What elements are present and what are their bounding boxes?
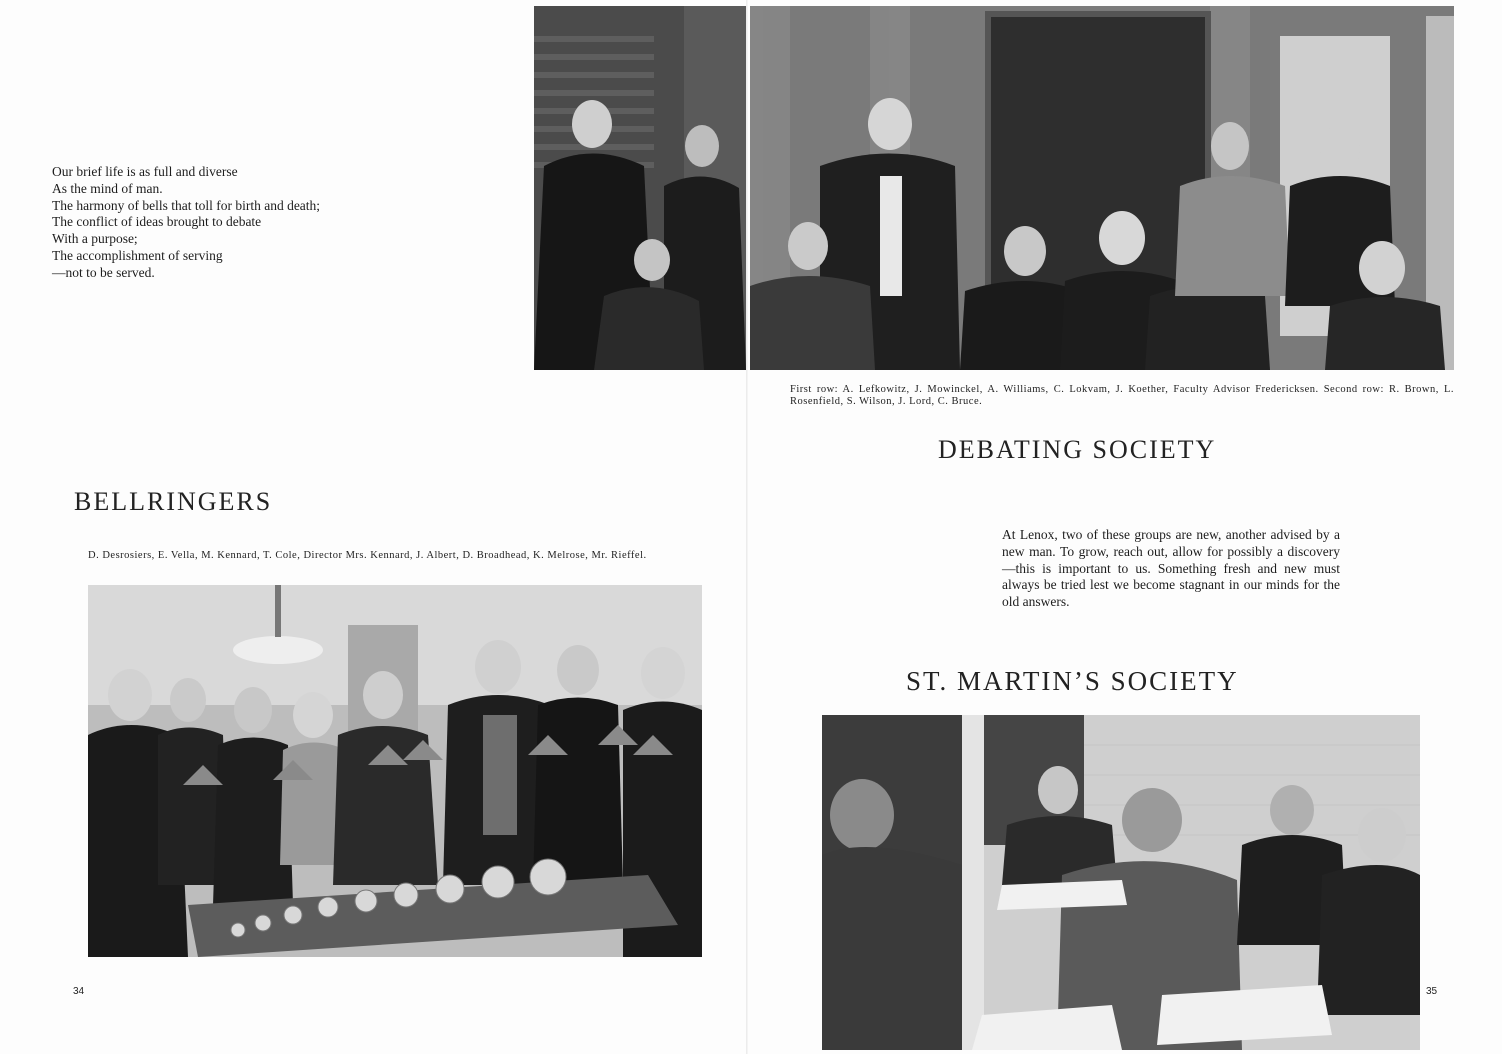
debating-title: DEBATING SOCIETY [938, 435, 1217, 464]
st-martins-photo [822, 715, 1420, 1050]
debating-photo-left-half [534, 6, 746, 370]
bellringers-photo [88, 585, 702, 957]
page-number-left: 34 [73, 986, 85, 997]
st-martins-title: ST. MARTIN’S SOCIETY [906, 666, 1239, 696]
poem [52, 164, 472, 282]
page-number-right: 35 [1426, 986, 1438, 997]
debating-photo-right-half [750, 6, 1454, 370]
poem-line: The harmony of bells that toll for birth and death; [52, 197, 321, 213]
poem-line: The accomplishment of serving [52, 247, 223, 263]
bellringers-title: BELLRINGERS [74, 487, 273, 516]
poem-line: Our brief life is as full and diverse [52, 164, 238, 179]
left-page [0, 0, 748, 1054]
debating-caption: First row: A. Lefkowitz, J. Mowinckel, A. Williams, C. Lokvam, J. Koether, Faculty Advisor Fredericksen. Second row: R. Brown, L. Rosenfield, S. Wilson, J. Lord, C. Bruce. [790, 384, 1454, 407]
groups-body-text: At Lenox, two of these groups are new, another advised by a new man. To grow, reach out, allow for possibly a discovery—this is important to us. Something fresh and new must always be tried lest we become stagnant in our minds for the old answers. [1002, 527, 1340, 610]
poem-line: With a purpose; [52, 231, 138, 247]
poem-line: —not to be served. [52, 264, 155, 280]
bellringers-caption: D. Desrosiers, E. Vella, M. Kennard, T. Cole, Director Mrs. Kennard, J. Albert, D. Broadhead, K. Melrose, Mr. Rieffel. [88, 550, 647, 561]
right-page [748, 0, 1502, 1054]
poem-line: As the mind of man. [52, 180, 163, 196]
poem-line: The conflict of ideas brought to debate [52, 214, 262, 230]
